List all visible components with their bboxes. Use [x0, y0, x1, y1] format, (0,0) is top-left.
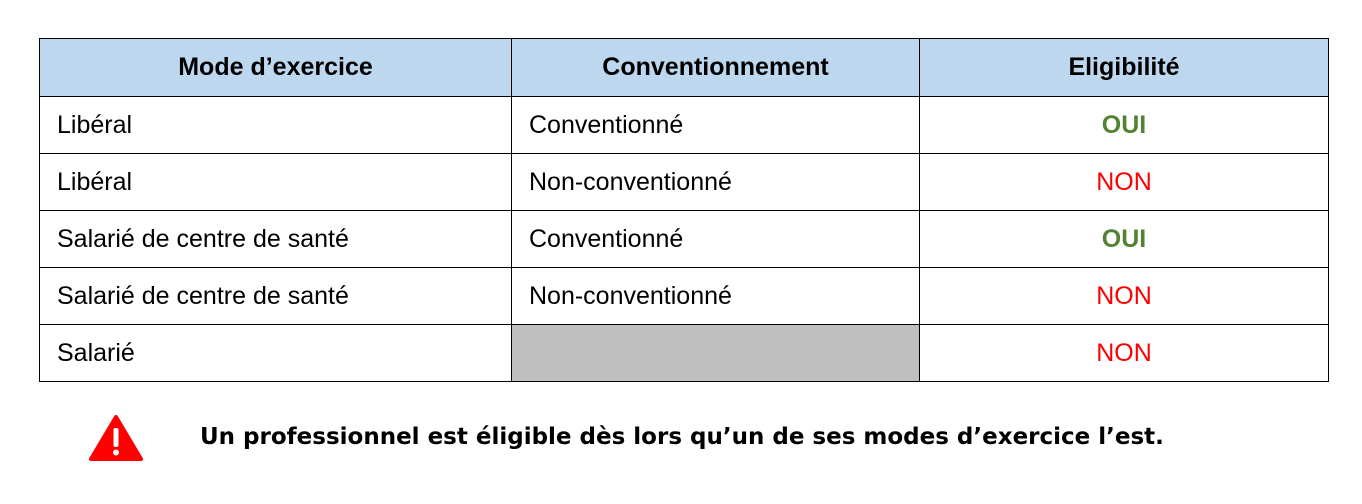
eligibility-note	[88, 414, 1288, 462]
header-eligibilite: Eligibilité	[920, 39, 1329, 97]
cell-eligibilite: OUI	[920, 211, 1329, 268]
title-fragment	[748, 0, 808, 4]
table-header-row	[40, 39, 1329, 97]
cell-conventionnement: Non-conventionné	[512, 154, 920, 211]
cell-mode: Salarié de centre de santé	[40, 268, 512, 325]
header-conventionnement: Conventionnement	[512, 39, 920, 97]
cell-eligibilite: NON	[920, 268, 1329, 325]
note-text: Un professionnel est éligible dès lors qu’un de ses modes d’exercice l’est.	[200, 424, 1164, 450]
table-row	[40, 211, 1329, 268]
cell-conventionnement: Non-conventionné	[512, 268, 920, 325]
cell-eligibilite: NON	[920, 325, 1329, 382]
cell-mode: Libéral	[40, 154, 512, 211]
cell-mode: Salarié de centre de santé	[40, 211, 512, 268]
warning-icon	[88, 414, 144, 462]
eligibility-table	[39, 38, 1329, 382]
header-mode: Mode d’exercice	[40, 39, 512, 97]
table-row	[40, 97, 1329, 154]
table-row	[40, 268, 1329, 325]
cell-mode: Salarié	[40, 325, 512, 382]
cell-conventionnement: Conventionné	[512, 211, 920, 268]
table-row	[40, 154, 1329, 211]
cell-eligibilite: OUI	[920, 97, 1329, 154]
cell-eligibilite: NON	[920, 154, 1329, 211]
cell-conventionnement: Conventionné	[512, 97, 920, 154]
cell-conventionnement-empty	[512, 325, 920, 382]
table-row	[40, 325, 1329, 382]
cell-mode: Libéral	[40, 97, 512, 154]
